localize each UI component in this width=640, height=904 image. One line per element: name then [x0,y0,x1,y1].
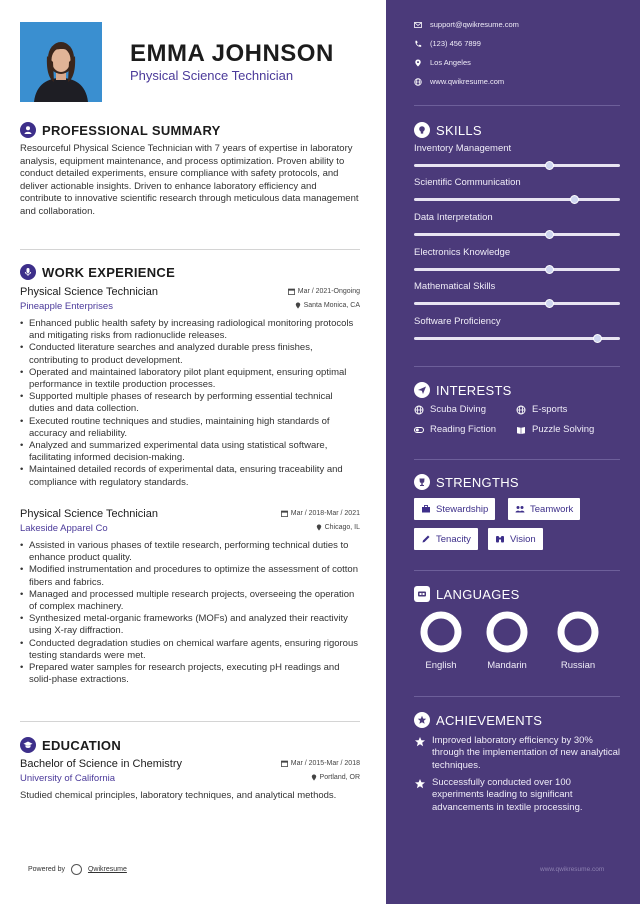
language-ring [556,610,600,654]
skill-label: Scientific Communication [414,177,521,188]
achievements-heading [414,712,542,728]
location-text: Los Angeles [430,58,471,67]
job-company: Pineapple Enterprises [20,301,113,312]
divider [20,721,360,722]
phone-icon [414,40,422,48]
skill-item [414,177,620,201]
qwikresume-logo-icon [71,864,82,875]
medal-star-icon [414,778,426,790]
calendar-icon [288,288,295,295]
job-entry [20,508,360,686]
user-icon [20,122,36,138]
experience-heading [20,264,175,280]
contact-email[interactable] [414,20,519,29]
list-item: • Synthesized metal-organic frameworks (MOFs) and analyzed their reactivity using X-ray diffraction. [20,613,360,637]
strengths-heading [414,474,519,490]
list-item: • Maintained detailed records of experimental data, ensuring traceability and compliance with regulatory standards. [20,464,360,488]
skill-label: Inventory Management [414,143,512,154]
skill-item [414,143,620,167]
language-label: Mandarin [487,660,527,671]
job-location-text: Santa Monica, CA [303,302,360,309]
skill-item [414,247,620,271]
interests-title: INTERESTS [436,382,512,398]
pin-icon [414,59,422,67]
book-icon [516,425,526,435]
pin-icon [311,774,317,781]
job-location [295,302,360,309]
list-item: • Assisted in various phases of textile research, performing technical duties to enhance product quality. [20,540,360,564]
interest-item [414,424,496,435]
skill-knob [593,334,602,343]
language-ring [485,610,529,654]
skill-bar [414,268,620,271]
powered-by [28,864,127,875]
globe-icon [414,405,424,415]
toggle-icon [414,425,424,435]
interest-label: E-sports [532,404,568,415]
achievement-item [414,735,624,772]
skill-bar [414,198,620,201]
languages-title: LANGUAGES [436,586,520,602]
skills-title: SKILLS [436,122,482,138]
team-icon [515,504,525,514]
skill-label: Data Interpretation [414,212,493,223]
language-item [548,610,608,671]
achievements-title: ACHIEVEMENTS [436,712,543,728]
medal-star-icon [414,736,426,748]
candidate-name: EMMA JOHNSON [130,40,334,67]
summary-heading [20,122,221,138]
summary-title: PROFESSIONAL SUMMARY [42,122,221,138]
divider [20,249,360,250]
list-item: • Operated and maintained laboratory pilot plant equipment, ensuring optimal performance in textile production processes. [20,367,360,391]
interest-label: Scuba Diving [430,404,486,415]
list-item: • Prepared water samples for research projects, executing pH readings and solid-phase extractions. [20,662,360,686]
contact-website[interactable] [414,77,504,86]
pin-icon [295,302,301,309]
strength-label: Tenacity [436,533,471,545]
education-dates [281,760,360,767]
achievement-text: Successfully conducted over 100 experiments leading to significant advancements in textile processing. [432,777,583,813]
list-item: • Managed and processed multiple research projects, overseeing the operation of complex machinery. [20,589,360,613]
contact-location [414,58,471,67]
achievement-text: Improved laboratory efficiency by 30% through the implementation of new analytical techniques. [432,735,621,771]
briefcase-icon [421,504,431,514]
experience-title: WORK EXPERIENCE [42,264,176,280]
interest-label: Reading Fiction [430,424,497,435]
education-title: EDUCATION [42,737,122,753]
education-location [311,774,360,781]
strength-label: Stewardship [436,503,489,515]
pen-icon [421,534,431,544]
strength-label: Vision [510,533,536,545]
sidebar-divider [414,459,620,460]
email-icon [414,21,422,29]
trophy-icon [414,474,430,490]
skill-item [414,281,620,305]
strength-chip [488,528,543,550]
brand-link[interactable]: Qwikresume [87,866,127,873]
language-item [411,610,471,671]
job-location-text: Chicago, IL [324,524,360,531]
website-text: www.qwikresume.com [430,77,505,86]
education-dates-text: Mar / 2015-Mar / 2018 [290,760,360,767]
skill-item [414,316,620,340]
pin-icon [316,524,322,531]
list-item: • Enhanced public health safety by increasing radiological monitoring protocols and mitigating risks from radionuclide releases. [20,318,360,342]
lightbulb-icon [414,122,430,138]
strength-chip [414,498,495,520]
skill-bar [414,337,620,340]
contact-phone[interactable] [414,39,481,48]
skill-label: Mathematical Skills [414,281,496,292]
language-ring [419,610,463,654]
strength-chip [414,528,478,550]
list-item: • Supported multiple phases of research by performing essential technical duties and data collection. [20,391,360,415]
calendar-icon [281,510,288,517]
email-text: support@qwikresume.com [430,20,519,29]
education-entry [20,758,360,803]
language-item [477,610,537,671]
interest-label: Puzzle Solving [532,424,595,435]
job-bullets [20,540,360,686]
education-location-text: Portland, OR [319,774,360,781]
list-item: • Modified instrumentation and procedures to optimize the assessment of cotton fibers and fabrics. [20,564,360,588]
job-dates-text: Mar / 2021-Ongoing [297,288,360,295]
profile-photo [20,22,102,102]
summary-text: Resourceful Physical Science Technician with 7 years of expertise in laboratory analysis, equipment maintenance, and process optimization. Proven ability to conduct detailed experiments, ensure compliance with safety protocols, and deliver actionable insights. Driven to enhance laboratory efficiency and contribute to innovative scientific research through meticulous data management and collaboration. [20,143,359,217]
paper-plane-icon [414,382,430,398]
phone-text: (123) 456 7899 [430,39,481,48]
graduation-cap-icon [20,737,36,753]
strength-label: Teamwork [530,503,574,515]
job-location [316,524,360,531]
strength-chip [508,498,580,520]
achievement-item [414,777,624,814]
job-dates [288,288,360,295]
skills-heading [414,122,482,138]
sidebar-divider [414,696,620,697]
skill-label: Software Proficiency [414,316,501,327]
globe-icon [516,405,526,415]
job-company: Lakeside Apparel Co [20,523,108,534]
powered-by-label: Powered by [28,866,65,873]
language-label: Russian [560,660,596,671]
list-item: • Executed routine techniques and studies, maintaining high standards of accuracy and reliability. [20,416,360,440]
education-description: Studied chemical principles, laboratory techniques, and analytical methods. [20,790,337,801]
school: University of California [20,773,116,784]
mic-icon [20,264,36,280]
footer-url[interactable]: www.qwikresume.com [540,866,605,873]
skill-bar [414,233,620,236]
skill-bar [414,164,620,167]
job-dates-text: Mar / 2018-Mar / 2021 [290,510,360,517]
binoculars-icon [495,534,505,544]
list-item: • Conducted literature searches and analyzed durable press finishes, contributing to product development. [20,342,360,366]
calendar-icon [281,760,288,767]
candidate-title: Physical Science Technician [130,68,294,83]
sidebar-divider [414,105,620,106]
education-heading [20,737,121,753]
globe-icon [414,78,422,86]
strengths-title: STRENGTHS [436,474,519,490]
skill-bar [414,302,620,305]
job-title: Physical Science Technician [20,508,158,520]
job-entry [20,286,360,489]
list-item: • Analyzed and summarized experimental data using statistical software, facilitating informed decision-making. [20,440,360,464]
skill-item [414,212,620,236]
interest-item [414,404,486,415]
interest-item [516,404,567,415]
interest-item [516,424,594,435]
degree: Bachelor of Science in Chemistry [20,758,183,770]
sidebar-divider [414,366,620,367]
star-icon [414,712,430,728]
job-bullets [20,318,360,489]
job-dates [281,510,360,517]
job-title: Physical Science Technician [20,286,158,298]
skill-label: Electronics Knowledge [414,247,511,258]
language-label: English [425,660,457,671]
list-item: • Conducted degradation studies on chemical warfare agents, ensuring rigorous testing standards were met. [20,638,360,662]
sidebar-divider [414,570,620,571]
language-icon [414,586,430,602]
interests-heading [414,382,512,398]
languages-heading [414,586,520,602]
